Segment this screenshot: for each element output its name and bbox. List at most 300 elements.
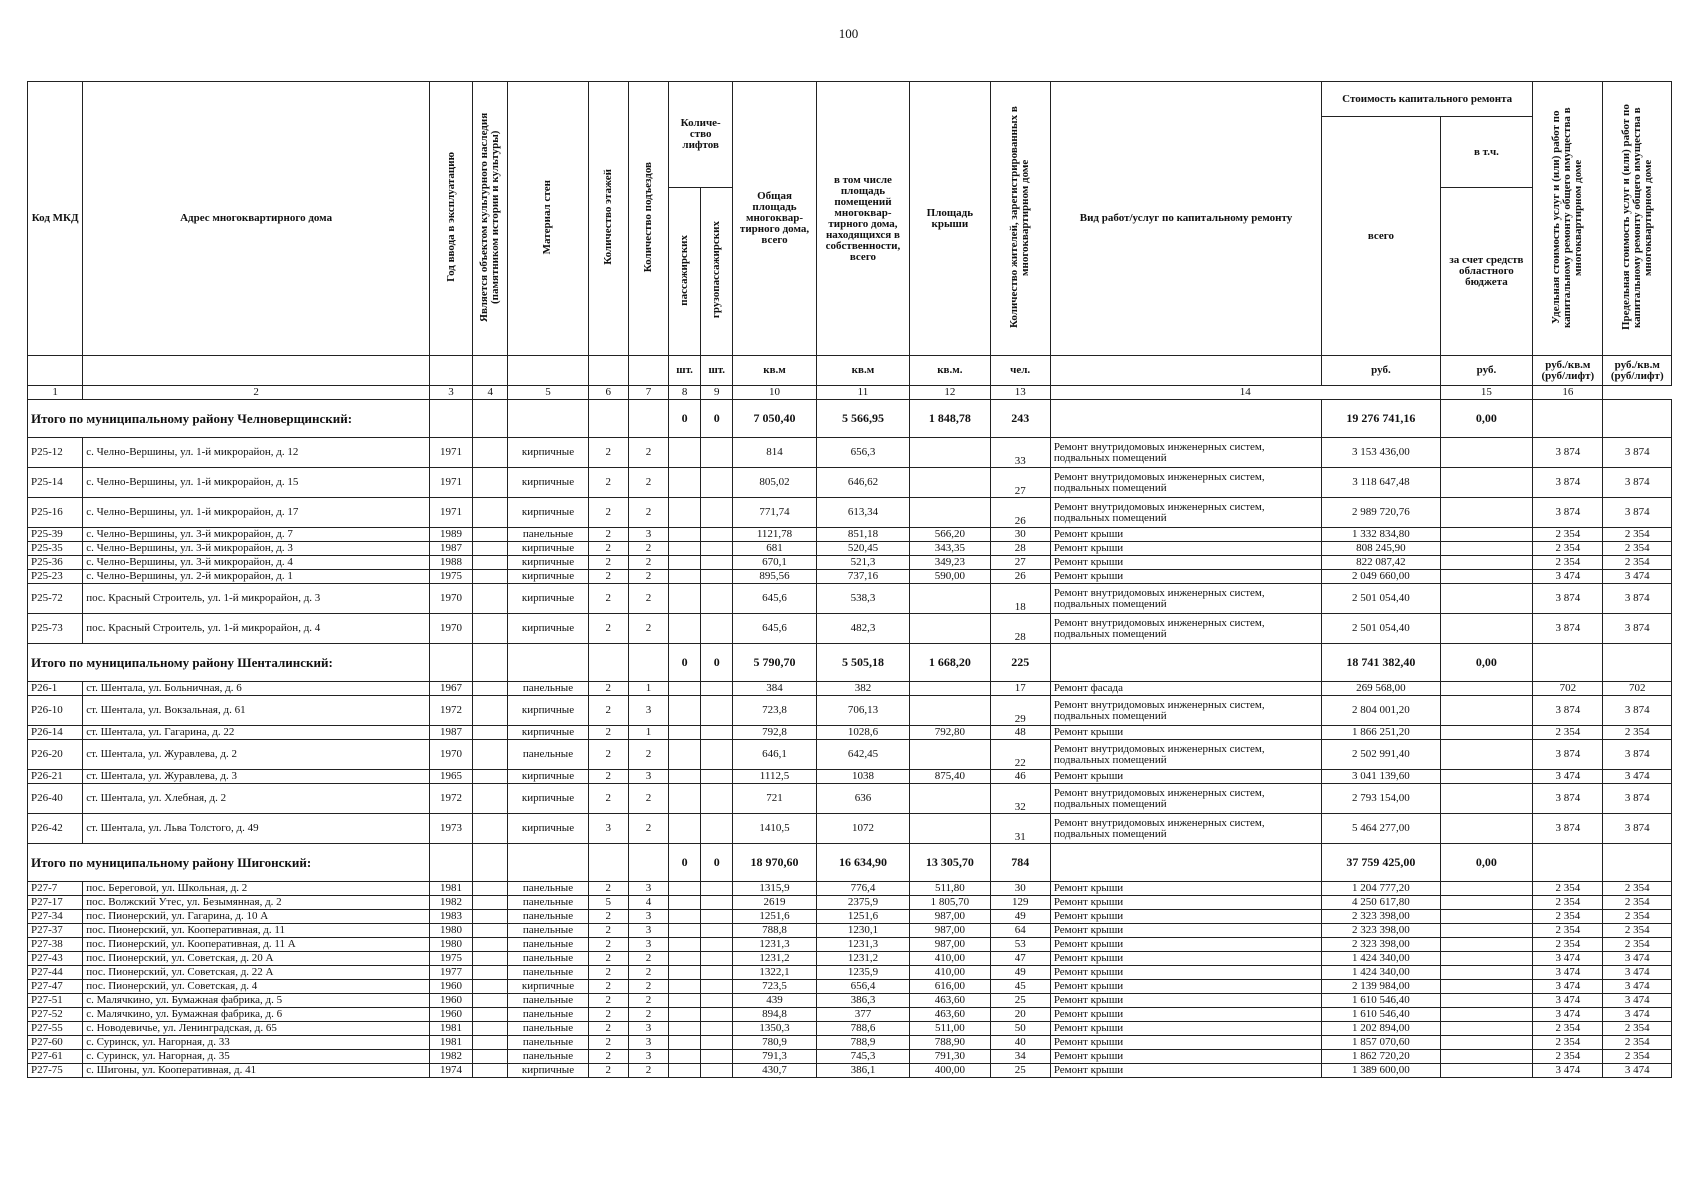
total-area: 1231,3 [733, 938, 816, 952]
mkd-code: P27-75 [28, 1064, 83, 1078]
owned-area: 1231,2 [816, 952, 909, 966]
total-area: 1231,2 [733, 952, 816, 966]
column-number: 2 [83, 386, 430, 400]
floors: 2 [588, 924, 628, 938]
limit-cost: 3 474 [1603, 1064, 1672, 1078]
entrances: 3 [628, 770, 668, 784]
cost-regional [1440, 570, 1532, 584]
lifts-passenger [669, 966, 701, 980]
residents: 33 [990, 438, 1050, 468]
limit-cost: 3 874 [1603, 740, 1672, 770]
cost-regional [1440, 726, 1532, 740]
roof-area: 987,00 [910, 938, 990, 952]
entrances: 2 [628, 498, 668, 528]
owned-area: 788,6 [816, 1022, 909, 1036]
year: 1960 [429, 994, 472, 1008]
work-type: Ремонт внутридомовых инженерных систем, подвальных помещений [1050, 498, 1321, 528]
floors: 2 [588, 966, 628, 980]
roof-area: 400,00 [910, 1064, 990, 1078]
floors: 2 [588, 682, 628, 696]
year: 1981 [429, 1022, 472, 1036]
total-owned-area: 16 634,90 [816, 844, 909, 882]
cost-regional [1440, 1022, 1532, 1036]
header-limit-cost: Предельная стоимость услуг и (или) работ по капитальному ремонту общего имущества в многоквартирном доме [1603, 82, 1672, 356]
cost-total: 2 501 054,40 [1322, 584, 1441, 614]
work-type: Ремонт крыши [1050, 1008, 1321, 1022]
cost-total: 1 610 546,40 [1322, 1008, 1441, 1022]
heritage [473, 696, 508, 726]
unit-lifts-p: шт. [669, 356, 701, 386]
lifts-passenger [669, 556, 701, 570]
entrances: 3 [628, 882, 668, 896]
residents: 27 [990, 468, 1050, 498]
mkd-code: P25-39 [28, 528, 83, 542]
table-header [28, 82, 1672, 386]
entrances: 2 [628, 438, 668, 468]
limit-cost: 3 474 [1603, 994, 1672, 1008]
cost-regional [1440, 1050, 1532, 1064]
cost-regional [1440, 938, 1532, 952]
cell [1533, 844, 1603, 882]
year: 1987 [429, 726, 472, 740]
roof-area: 511,80 [910, 882, 990, 896]
cell [1603, 400, 1672, 438]
lifts-freight [701, 1050, 733, 1064]
heritage [473, 542, 508, 556]
limit-cost: 2 354 [1603, 1050, 1672, 1064]
unit-owned-area: кв.м [816, 356, 909, 386]
cost-regional [1440, 468, 1532, 498]
roof-area: 788,90 [910, 1036, 990, 1050]
entrances: 2 [628, 784, 668, 814]
cost-regional [1440, 966, 1532, 980]
year: 1971 [429, 438, 472, 468]
year: 1975 [429, 952, 472, 966]
cost-total: 2 989 720,76 [1322, 498, 1441, 528]
address: с. Новодевичье, ул. Ленинградская, д. 65 [83, 1022, 430, 1036]
roof-area [910, 614, 990, 644]
mkd-code: P27-37 [28, 924, 83, 938]
residents: 30 [990, 882, 1050, 896]
total-area: 788,8 [733, 924, 816, 938]
owned-area: 377 [816, 1008, 909, 1022]
residents: 25 [990, 1064, 1050, 1078]
total-area: 792,8 [733, 726, 816, 740]
table-row [28, 1022, 1672, 1036]
total-lifts-freight: 0 [701, 400, 733, 438]
cost-total: 1 389 600,00 [1322, 1064, 1441, 1078]
walls: панельные [508, 1036, 588, 1050]
work-type: Ремонт крыши [1050, 542, 1321, 556]
cost-regional [1440, 498, 1532, 528]
entrances: 2 [628, 952, 668, 966]
cell [473, 644, 508, 682]
entrances: 2 [628, 814, 668, 844]
unit-roof-area: кв.м. [910, 356, 990, 386]
work-type: Ремонт крыши [1050, 994, 1321, 1008]
entrances: 2 [628, 966, 668, 980]
unit-cost: 3 474 [1533, 770, 1603, 784]
column-number: 13 [990, 386, 1050, 400]
district-total-row [28, 844, 1672, 882]
table-row [28, 570, 1672, 584]
year: 1982 [429, 896, 472, 910]
column-number: 12 [910, 386, 990, 400]
cost-regional [1440, 528, 1532, 542]
total-cost: 18 741 382,40 [1322, 644, 1441, 682]
roof-area: 987,00 [910, 910, 990, 924]
floors: 2 [588, 468, 628, 498]
residents: 18 [990, 584, 1050, 614]
lifts-passenger [669, 498, 701, 528]
limit-cost: 3 474 [1603, 952, 1672, 966]
table-row [28, 740, 1672, 770]
work-type: Ремонт внутридомовых инженерных систем, подвальных помещений [1050, 814, 1321, 844]
total-area: 18 970,60 [733, 844, 816, 882]
owned-area: 656,4 [816, 980, 909, 994]
lifts-freight [701, 740, 733, 770]
work-type: Ремонт крыши [1050, 938, 1321, 952]
limit-cost: 3 874 [1603, 814, 1672, 844]
roof-area: 410,00 [910, 952, 990, 966]
total-area: 681 [733, 542, 816, 556]
total-lifts-passenger: 0 [669, 400, 701, 438]
walls: кирпичные [508, 1064, 588, 1078]
year: 1960 [429, 1008, 472, 1022]
lifts-passenger [669, 980, 701, 994]
limit-cost: 3 874 [1603, 468, 1672, 498]
roof-area: 792,80 [910, 726, 990, 740]
mkd-code: P27-34 [28, 910, 83, 924]
cost-total: 2 139 984,00 [1322, 980, 1441, 994]
roof-area [910, 438, 990, 468]
mkd-code: P27-61 [28, 1050, 83, 1064]
owned-area: 482,3 [816, 614, 909, 644]
mkd-code: P27-7 [28, 882, 83, 896]
lifts-freight [701, 570, 733, 584]
cell [429, 400, 472, 438]
unit-cost: 3 874 [1533, 784, 1603, 814]
unit-cost: 3 874 [1533, 740, 1603, 770]
floors: 2 [588, 1036, 628, 1050]
heritage [473, 1050, 508, 1064]
roof-area: 410,00 [910, 966, 990, 980]
limit-cost: 3 874 [1603, 696, 1672, 726]
cost-total: 3 118 647,48 [1322, 468, 1441, 498]
unit-unit-cost: руб./кв.м (руб/лифт) [1533, 356, 1603, 386]
table-row [28, 1050, 1672, 1064]
heritage [473, 614, 508, 644]
cost-total: 2 323 398,00 [1322, 924, 1441, 938]
cell [588, 400, 628, 438]
address: с. Челно-Вершины, ул. 3-й микрорайон, д. 3 [83, 542, 430, 556]
cost-total: 2 049 660,00 [1322, 570, 1441, 584]
residents: 40 [990, 1036, 1050, 1050]
cost-total: 1 862 720,20 [1322, 1050, 1441, 1064]
work-type: Ремонт внутридомовых инженерных систем, подвальных помещений [1050, 468, 1321, 498]
lifts-passenger [669, 696, 701, 726]
limit-cost: 3 474 [1603, 570, 1672, 584]
residents: 26 [990, 498, 1050, 528]
cell [628, 844, 668, 882]
cell [588, 844, 628, 882]
lifts-passenger [669, 614, 701, 644]
residents: 48 [990, 726, 1050, 740]
residents: 49 [990, 910, 1050, 924]
entrances: 2 [628, 1064, 668, 1078]
walls: панельные [508, 528, 588, 542]
mkd-code: P25-72 [28, 584, 83, 614]
residents: 47 [990, 952, 1050, 966]
unit-cost: 3 874 [1533, 498, 1603, 528]
unit-total-area: кв.м [733, 356, 816, 386]
roof-area: 1 805,70 [910, 896, 990, 910]
unit-residents: чел. [990, 356, 1050, 386]
address: ст. Шентала, ул. Вокзальная, д. 61 [83, 696, 430, 726]
table-row [28, 938, 1672, 952]
residents: 53 [990, 938, 1050, 952]
floors: 3 [588, 814, 628, 844]
mkd-code: P25-35 [28, 542, 83, 556]
residents: 50 [990, 1022, 1050, 1036]
cost-regional [1440, 542, 1532, 556]
cost-regional [1440, 584, 1532, 614]
lifts-freight [701, 438, 733, 468]
unit-cost: 2 354 [1533, 924, 1603, 938]
owned-area: 386,1 [816, 1064, 909, 1078]
owned-area: 706,13 [816, 696, 909, 726]
column-number: 7 [628, 386, 668, 400]
entrances: 3 [628, 528, 668, 542]
roof-area [910, 498, 990, 528]
unit-cost: 3 874 [1533, 584, 1603, 614]
work-type: Ремонт крыши [1050, 1064, 1321, 1078]
lifts-freight [701, 1022, 733, 1036]
unit-cost-regional: руб. [1440, 356, 1532, 386]
mkd-code: P27-44 [28, 966, 83, 980]
total-area: 1322,1 [733, 966, 816, 980]
cell [473, 844, 508, 882]
column-number: 4 [473, 386, 508, 400]
limit-cost: 3 474 [1603, 1008, 1672, 1022]
lifts-passenger [669, 682, 701, 696]
year: 1975 [429, 570, 472, 584]
mkd-code: P26-42 [28, 814, 83, 844]
unit-cost: 3 874 [1533, 438, 1603, 468]
cell [1050, 644, 1321, 682]
roof-area [910, 682, 990, 696]
table-row [28, 924, 1672, 938]
heritage [473, 1036, 508, 1050]
mkd-code: P26-14 [28, 726, 83, 740]
floors: 2 [588, 1064, 628, 1078]
total-area: 1112,5 [733, 770, 816, 784]
entrances: 1 [628, 682, 668, 696]
cell [508, 844, 588, 882]
unit-cost: 3 474 [1533, 570, 1603, 584]
column-number: 9 [701, 386, 733, 400]
table-row [28, 814, 1672, 844]
address: пос. Пионерский, ул. Гагарина, д. 10 А [83, 910, 430, 924]
residents: 26 [990, 570, 1050, 584]
table-row [28, 952, 1672, 966]
walls: кирпичные [508, 498, 588, 528]
address: пос. Красный Строитель, ул. 1-й микрорайон, д. 4 [83, 614, 430, 644]
walls: кирпичные [508, 584, 588, 614]
cost-total: 1 857 070,60 [1322, 1036, 1441, 1050]
header-heritage: Является объектом культурного наследия (памятником истории и культуры) [473, 82, 508, 356]
owned-area: 1072 [816, 814, 909, 844]
header-cost-incl: в т.ч. [1440, 117, 1532, 188]
year: 1965 [429, 770, 472, 784]
mkd-code: P25-14 [28, 468, 83, 498]
heritage [473, 468, 508, 498]
total-area: 5 790,70 [733, 644, 816, 682]
cost-total: 822 087,42 [1322, 556, 1441, 570]
district-total-row [28, 644, 1672, 682]
heritage [473, 882, 508, 896]
total-area: 439 [733, 994, 816, 1008]
cost-regional [1440, 896, 1532, 910]
owned-area: 1230,1 [816, 924, 909, 938]
column-number: 1 [28, 386, 83, 400]
lifts-passenger [669, 438, 701, 468]
walls: кирпичные [508, 726, 588, 740]
roof-area: 463,60 [910, 1008, 990, 1022]
work-type: Ремонт крыши [1050, 1036, 1321, 1050]
residents: 20 [990, 1008, 1050, 1022]
floors: 2 [588, 1050, 628, 1064]
lifts-freight [701, 614, 733, 644]
cost-regional [1440, 980, 1532, 994]
roof-area: 511,00 [910, 1022, 990, 1036]
owned-area: 1235,9 [816, 966, 909, 980]
heritage [473, 784, 508, 814]
lifts-freight [701, 784, 733, 814]
district-total-label: Итого по муниципальному району Шигонский: [28, 844, 430, 882]
cost-total: 3 153 436,00 [1322, 438, 1441, 468]
cell [508, 644, 588, 682]
header-residents: Количество жителей, зарегистрированных в многоквартирном доме [990, 82, 1050, 356]
cost-total: 3 041 139,60 [1322, 770, 1441, 784]
year: 1971 [429, 468, 472, 498]
entrances: 3 [628, 1050, 668, 1064]
mkd-code: P26-10 [28, 696, 83, 726]
residents: 34 [990, 1050, 1050, 1064]
work-type: Ремонт фасада [1050, 682, 1321, 696]
total-area: 384 [733, 682, 816, 696]
owned-area: 1028,6 [816, 726, 909, 740]
walls: кирпичные [508, 770, 588, 784]
address: ст. Шентала, ул. Льва Толстого, д. 49 [83, 814, 430, 844]
owned-area: 646,62 [816, 468, 909, 498]
lifts-freight [701, 726, 733, 740]
heritage [473, 1064, 508, 1078]
owned-area: 642,45 [816, 740, 909, 770]
residents: 30 [990, 528, 1050, 542]
column-number: 16 [1533, 386, 1603, 400]
limit-cost: 3 474 [1603, 966, 1672, 980]
cost-total: 1 610 546,40 [1322, 994, 1441, 1008]
heritage [473, 528, 508, 542]
floors: 2 [588, 528, 628, 542]
units-row [28, 356, 1672, 386]
cost-total: 1 204 777,20 [1322, 882, 1441, 896]
year: 1981 [429, 882, 472, 896]
total-area: 723,8 [733, 696, 816, 726]
header-entrances: Количество подъездов [628, 82, 668, 356]
roof-area: 590,00 [910, 570, 990, 584]
lifts-freight [701, 994, 733, 1008]
total-lifts-passenger: 0 [669, 844, 701, 882]
header-roof-area: Площадь крыши [910, 82, 990, 356]
year: 1972 [429, 784, 472, 814]
floors: 2 [588, 726, 628, 740]
owned-area: 776,4 [816, 882, 909, 896]
unit-cost: 3 474 [1533, 980, 1603, 994]
residents: 25 [990, 994, 1050, 1008]
cost-total: 1 424 340,00 [1322, 952, 1441, 966]
roof-area [910, 814, 990, 844]
total-owned-area: 5 505,18 [816, 644, 909, 682]
heritage [473, 924, 508, 938]
address: пос. Береговой, ул. Школьная, д. 2 [83, 882, 430, 896]
cost-regional [1440, 882, 1532, 896]
mkd-code: P26-40 [28, 784, 83, 814]
cost-total: 1 424 340,00 [1322, 966, 1441, 980]
column-numbers-row [28, 386, 1672, 400]
cost-regional [1440, 556, 1532, 570]
cost-regional [1440, 696, 1532, 726]
walls: панельные [508, 910, 588, 924]
cost-regional [1440, 924, 1532, 938]
total-area: 7 050,40 [733, 400, 816, 438]
lifts-freight [701, 584, 733, 614]
lifts-freight [701, 498, 733, 528]
address: ст. Шентала, ул. Больничная, д. 6 [83, 682, 430, 696]
residents: 22 [990, 740, 1050, 770]
floors: 2 [588, 542, 628, 556]
walls: панельные [508, 1022, 588, 1036]
total-area: 771,74 [733, 498, 816, 528]
total-lifts-freight: 0 [701, 844, 733, 882]
heritage [473, 584, 508, 614]
limit-cost: 3 874 [1603, 584, 1672, 614]
owned-area: 851,18 [816, 528, 909, 542]
address: с. Малячкино, ул. Бумажная фабрика, д. 5 [83, 994, 430, 1008]
district-total-label: Итого по муниципальному району Челноверщинский: [28, 400, 430, 438]
unit-cost: 3 874 [1533, 814, 1603, 844]
walls: кирпичные [508, 570, 588, 584]
address: с. Суринск, ул. Нагорная, д. 35 [83, 1050, 430, 1064]
cell [473, 400, 508, 438]
residents: 27 [990, 556, 1050, 570]
lifts-passenger [669, 910, 701, 924]
lifts-passenger [669, 542, 701, 556]
limit-cost: 702 [1603, 682, 1672, 696]
table-row [28, 584, 1672, 614]
heritage [473, 994, 508, 1008]
work-type: Ремонт внутридомовых инженерных систем, подвальных помещений [1050, 584, 1321, 614]
table-row [28, 980, 1672, 994]
lifts-passenger [669, 528, 701, 542]
residents: 28 [990, 614, 1050, 644]
address: ст. Шентала, ул. Гагарина, д. 22 [83, 726, 430, 740]
header-address: Адрес многоквартирного дома [83, 82, 430, 356]
address: с. Челно-Вершины, ул. 1-й микрорайон, д. 12 [83, 438, 430, 468]
page-number: 100 [838, 26, 859, 41]
entrances: 2 [628, 980, 668, 994]
